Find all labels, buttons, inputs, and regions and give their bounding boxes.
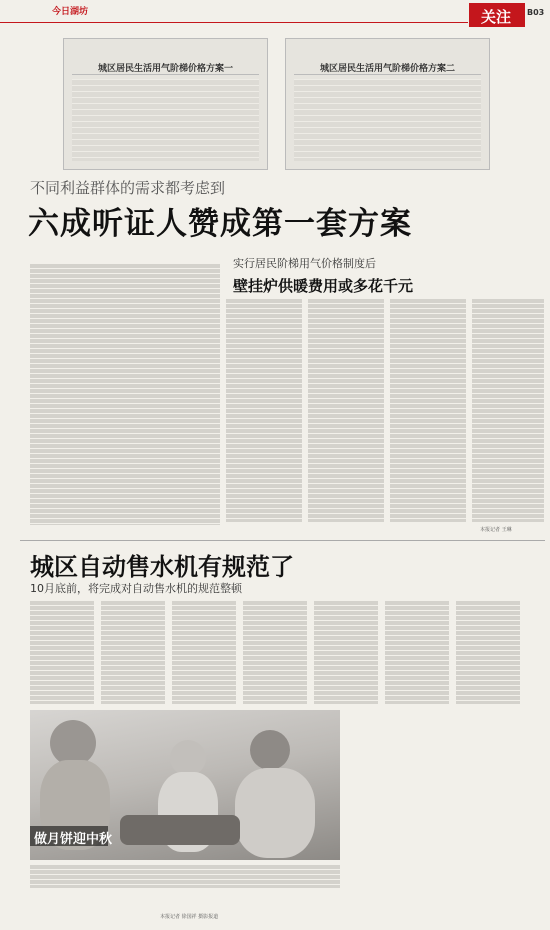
body-column — [390, 298, 466, 522]
page-number: B03 — [527, 8, 545, 17]
kicker: 不同利益群体的需求都考虑到 — [30, 179, 226, 197]
divider — [20, 540, 545, 541]
kicker: 10月底前，将完成对自动售水机的规范整顿 — [30, 582, 242, 595]
figure-shape — [250, 730, 290, 770]
byline: 本报记者 徐国祥 摄影报道 — [160, 914, 219, 920]
body-column — [172, 600, 236, 704]
body-column — [308, 298, 384, 522]
section-label: 今日湖坊 — [52, 7, 89, 17]
box-text — [72, 79, 259, 161]
box-title: 城区居民生活用气阶梯价格方案二 — [319, 64, 455, 74]
figure-shape — [170, 740, 206, 776]
figure-shape — [235, 768, 315, 858]
box-title: 城区居民生活用气阶梯价格方案一 — [97, 64, 233, 74]
body-column — [30, 263, 220, 525]
body-column — [314, 600, 378, 704]
body-column — [30, 600, 94, 704]
body-column — [385, 600, 449, 704]
price-box-one — [63, 38, 268, 170]
header-rule — [0, 22, 468, 23]
subhead: 壁挂炉供暖费用或多花千元 — [233, 277, 414, 295]
flag-title: 关注 — [481, 8, 512, 26]
price-box-two — [285, 38, 490, 170]
photo-caption: 做月饼迎中秋 — [34, 832, 113, 847]
body-column — [456, 600, 520, 704]
divider — [294, 74, 481, 75]
headline: 城区自动售水机有规范了 — [30, 553, 294, 581]
sub-kicker: 实行居民阶梯用气价格制度后 — [233, 257, 376, 270]
byline: 本报记者 王琳 — [480, 527, 512, 533]
body-column — [472, 298, 544, 522]
headline: 六成听证人赞成第一套方案 — [28, 206, 412, 242]
body-column — [101, 600, 165, 704]
mooncake-tray — [120, 815, 240, 845]
caption-text — [30, 864, 340, 888]
body-column — [243, 600, 307, 704]
body-column — [226, 298, 302, 522]
box-text — [294, 79, 481, 161]
divider — [72, 74, 259, 75]
